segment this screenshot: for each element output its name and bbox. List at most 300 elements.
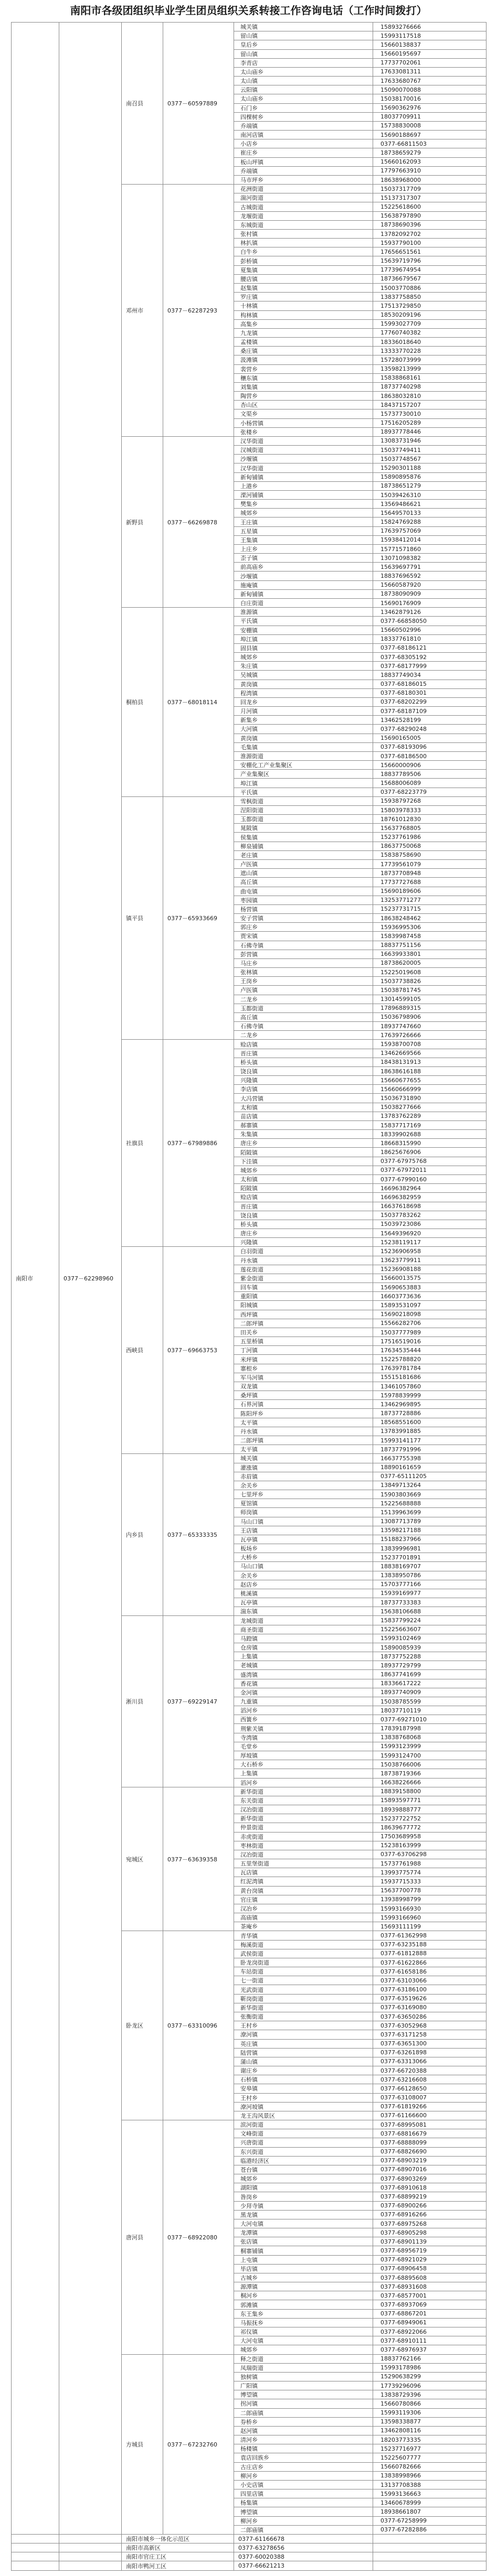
town-name-cell: 四里店镇 [234, 2489, 373, 2498]
town-phone-cell: 15803978333 [373, 805, 487, 814]
town-name-cell: 茶庵乡 [234, 1922, 373, 1931]
town-name-cell: 香花镇 [234, 1679, 373, 1688]
town-name-cell: 饶良镇 [234, 1211, 373, 1220]
town-phone-cell: 13598213999 [373, 364, 487, 373]
town-phone-cell: 15890895876 [373, 472, 487, 481]
town-phone-cell: 15837799224 [373, 1616, 487, 1625]
town-name-cell: 五星镇 [234, 526, 373, 535]
town-name-cell: 下洼镇 [234, 1157, 373, 1166]
town-name-cell: 安棚镇 [234, 626, 373, 634]
town-phone-cell: 17896889315 [373, 1004, 487, 1012]
town-phone-cell: 15137317307 [373, 193, 487, 202]
town-phone-cell: 13783762289 [373, 1112, 487, 1120]
town-phone-cell: 0377-68922066 [373, 2327, 487, 2336]
town-name-cell: 荆紫关镇 [234, 1724, 373, 1733]
town-name-cell: 皇后乡 [234, 40, 373, 49]
town-name-cell: 湍河街道 [234, 193, 373, 202]
town-phone-cell: 0377-61812888 [373, 1949, 487, 1958]
town-name-cell: 黄台岗镇 [234, 1886, 373, 1895]
town-phone-cell: 15566282706 [373, 1319, 487, 1328]
town-name-cell: 重阳镇 [234, 1292, 373, 1301]
town-phone-cell: 0377-61622866 [373, 1958, 487, 1967]
town-name-cell: 汉冶乡 [234, 1904, 373, 1913]
district-phone-cell: 0377-61166678 [234, 2534, 373, 2543]
town-name-cell: 滔河乡 [234, 1778, 373, 1787]
town-phone-cell: 15660677655 [373, 1076, 487, 1085]
town-phone-cell: 15649396920 [373, 1229, 487, 1238]
town-phone-cell: 0377-68177999 [373, 662, 487, 671]
town-name-cell: 平氏镇 [234, 788, 373, 796]
town-name-cell: 文渠乡 [234, 409, 373, 418]
city-name-cell: 南阳市 [12, 23, 59, 2535]
town-phone-cell: 15225788820 [373, 1355, 487, 1364]
town-name-cell: 李店镇 [234, 1085, 373, 1094]
town-phone-cell: 18837751156 [373, 941, 487, 950]
town-name-cell: 赵河镇 [234, 2426, 373, 2435]
town-phone-cell: 15225618600 [373, 202, 487, 211]
town-phone-cell: 15237731715 [373, 904, 487, 913]
town-name-cell: 昝岗乡 [234, 2192, 373, 2201]
town-name-cell: 腰店镇 [234, 274, 373, 283]
town-name-cell: 仓房镇 [234, 1643, 373, 1652]
town-phone-cell: 15738830008 [373, 121, 487, 130]
town-name-cell: 张村镇 [234, 229, 373, 238]
town-name-cell: 拐河镇 [234, 2399, 373, 2408]
town-name-cell: 杏山区 [234, 401, 373, 409]
town-phone-cell: 18668315990 [373, 1139, 487, 1148]
table-row [12, 2552, 487, 2561]
town-name-cell: 田关乡 [234, 1328, 373, 1336]
town-phone-cell: 15890085939 [373, 1643, 487, 1652]
town-name-cell: 张衡街道 [234, 2012, 373, 2021]
town-phone-cell: 15188237966 [373, 1535, 487, 1544]
town-name-cell: 产业集聚区 [234, 770, 373, 779]
town-name-cell: 蒲山镇 [234, 2057, 373, 2066]
town-phone-cell: 13838729396 [373, 2390, 487, 2399]
town-phone-cell: 15639697791 [373, 563, 487, 572]
town-phone-cell: 13623779911 [373, 1256, 487, 1265]
town-name-cell: 东城街道 [234, 220, 373, 229]
town-name-cell: 夏馆镇 [234, 1499, 373, 1508]
town-phone-cell: 13783991885 [373, 1427, 487, 1436]
town-name-cell: 侯集镇 [234, 833, 373, 842]
town-phone-cell: 15737761988 [373, 1859, 487, 1868]
town-name-cell: 埠江镇 [234, 779, 373, 788]
town-phone-cell: 17516205289 [373, 418, 487, 427]
town-phone-cell: 15839987458 [373, 932, 487, 941]
town-phone-cell: 18938661807 [373, 2507, 487, 2516]
town-phone-cell: 18737740298 [373, 382, 487, 391]
town-phone-cell: 15824769288 [373, 518, 487, 526]
town-name-cell: 苍台镇 [234, 2165, 373, 2174]
town-phone-cell: 15903803669 [373, 1490, 487, 1499]
town-phone-cell: 18939888777 [373, 1805, 487, 1814]
town-name-cell: 师岗镇 [234, 1508, 373, 1517]
town-name-cell: 固县镇 [234, 643, 373, 652]
town-name-cell: 赵集镇 [234, 283, 373, 292]
town-phone-cell: 18638032810 [373, 392, 487, 401]
town-name-cell: 寺湾镇 [234, 1733, 373, 1742]
town-phone-cell: 0377-63651300 [373, 2039, 487, 2048]
town-phone-cell: 13462808116 [373, 2426, 487, 2435]
town-phone-cell: 18839158800 [373, 1787, 487, 1796]
town-phone-cell: 13838950786 [373, 1571, 487, 1580]
town-name-cell: 陶营乡 [234, 392, 373, 401]
town-phone-cell: 15771571860 [373, 544, 487, 553]
town-name-cell: 平氏镇 [234, 617, 373, 626]
town-name-cell: 独树镇 [234, 2372, 373, 2381]
town-phone-cell: 0377-63169080 [373, 2003, 487, 2012]
town-phone-cell: 0377-68949061 [373, 2318, 487, 2327]
town-name-cell: 石界河镇 [234, 1400, 373, 1409]
town-name-cell: 盛湾镇 [234, 1670, 373, 1679]
town-phone-cell: 15225607777 [373, 2453, 487, 2462]
town-phone-cell: 15728073999 [373, 355, 487, 364]
table-row [12, 2534, 487, 2543]
town-phone-cell: 0377-63519626 [373, 1994, 487, 2003]
town-phone-cell: 15690218098 [373, 1310, 487, 1319]
contact-table [11, 22, 487, 2571]
town-name-cell: 东兴街道 [234, 2147, 373, 2156]
town-name-cell: 新华街道 [234, 1787, 373, 1796]
town-phone-cell: 16603773636 [373, 1292, 487, 1301]
town-phone-cell: 15237761986 [373, 833, 487, 842]
town-name-cell: 释之街道 [234, 2354, 373, 2363]
town-phone-cell: 0377-68910618 [373, 2183, 487, 2192]
town-name-cell: 郭滩镇 [234, 2300, 373, 2309]
town-phone-cell: 0377-68900266 [373, 2201, 487, 2210]
town-phone-cell: 18738651279 [373, 481, 487, 490]
town-name-cell: 石佛寺镇 [234, 941, 373, 950]
town-phone-cell: 18837696592 [373, 572, 487, 580]
town-phone-cell: 13462528199 [373, 716, 487, 725]
town-phone-cell: 15290301188 [373, 464, 487, 472]
town-phone-cell: 13598217188 [373, 1526, 487, 1535]
town-phone-cell: 15838758690 [373, 850, 487, 859]
town-name-cell: 黑龙镇 [234, 2210, 373, 2219]
town-phone-cell: 15037777989 [373, 1328, 487, 1336]
town-phone-cell: 13993775774 [373, 1868, 487, 1877]
town-name-cell: 白牛乡 [234, 247, 373, 256]
town-phone-cell: 15690362976 [373, 103, 487, 112]
city-phone-cell: 0377－62298960 [59, 23, 122, 2535]
town-name-cell: 兴隆镇 [234, 1076, 373, 1085]
town-name-cell: 程湾镇 [234, 688, 373, 697]
town-name-cell: 城关镇 [234, 1454, 373, 1463]
town-phone-cell: 15236908188 [373, 1265, 487, 1274]
town-name-cell: 滔河乡 [234, 1706, 373, 1715]
town-phone-cell: 0377-68903269 [373, 2174, 487, 2183]
town-phone-cell: 15660782666 [373, 2462, 487, 2471]
town-name-cell: 新集乡 [234, 716, 373, 725]
empty-cell [59, 2543, 122, 2552]
town-phone-cell: 15837717169 [373, 1120, 487, 1129]
town-phone-cell: 15993119306 [373, 2408, 487, 2417]
town-phone-cell: 15638106688 [373, 1607, 487, 1616]
town-name-cell: 晋庄镇 [234, 1049, 373, 1058]
town-name-cell: 老城镇 [234, 1661, 373, 1670]
town-name-cell: 汉冶街道 [234, 1850, 373, 1859]
town-phone-cell: 13014599105 [373, 995, 487, 1004]
town-name-cell: 构林镇 [234, 310, 373, 319]
town-phone-cell: 0377-68895608 [373, 2273, 487, 2282]
town-phone-cell: 15037317709 [373, 185, 487, 193]
town-name-cell: 西坪镇 [234, 1310, 373, 1319]
town-phone-cell: 17639726666 [373, 1031, 487, 1040]
town-name-cell: 古城街道 [234, 202, 373, 211]
town-phone-cell: 15515181686 [373, 1373, 487, 1382]
town-phone-cell: 13938998799 [373, 1895, 487, 1904]
town-phone-cell: 15893276666 [373, 23, 487, 31]
town-phone-cell: 18203773335 [373, 2435, 487, 2444]
town-name-cell: 丹水镇 [234, 1256, 373, 1265]
town-name-cell: 兴唐街道 [234, 2138, 373, 2147]
town-name-cell: 军马河镇 [234, 1373, 373, 1382]
town-phone-cell: 18637750068 [373, 842, 487, 850]
town-name-cell: 汉冶街道 [234, 1805, 373, 1814]
town-phone-cell: 0377-63706298 [373, 1850, 487, 1859]
town-name-cell: 夏集镇 [234, 265, 373, 274]
town-phone-cell: 18837789506 [373, 770, 487, 779]
town-name-cell: 贾宋镇 [234, 932, 373, 941]
town-name-cell: 留山镇 [234, 31, 373, 40]
town-name-cell: 王村乡 [234, 2093, 373, 2102]
town-name-cell: 四棵树乡 [234, 112, 373, 121]
town-name-cell: 赊店镇 [234, 1040, 373, 1049]
town-phone-cell: 17739674954 [373, 265, 487, 274]
town-name-cell: 潦河镇 [234, 2030, 373, 2039]
county-phone-cell: 0377－66269878 [163, 436, 234, 607]
town-name-cell: 五里桥镇 [234, 1337, 373, 1346]
town-phone-cell: 17633680767 [373, 77, 487, 85]
town-name-cell: 赵店乡 [234, 1580, 373, 1589]
town-phone-cell: 17503689958 [373, 1832, 487, 1841]
district-name-cell: 南阳市高新区 [122, 2543, 234, 2552]
town-phone-cell: 16638226666 [373, 1778, 487, 1787]
town-name-cell: 古城乡 [234, 2273, 373, 2282]
town-name-cell: 汉城街道 [234, 446, 373, 455]
town-name-cell: 太平镇 [234, 1445, 373, 1454]
county-name-cell: 社旗县 [122, 1040, 163, 1247]
town-phone-cell: 16639933801 [373, 950, 487, 958]
district-phone-cell: 0377-63278656 [234, 2543, 373, 2552]
town-phone-cell: 18937778446 [373, 427, 487, 436]
town-name-cell: 孟楼镇 [234, 338, 373, 347]
town-phone-cell: 15993124700 [373, 1751, 487, 1760]
town-phone-cell: 16637618698 [373, 1202, 487, 1211]
town-phone-cell: 17634535444 [373, 1346, 487, 1355]
town-phone-cell: 15660162093 [373, 157, 487, 166]
town-name-cell: 歪子镇 [234, 554, 373, 563]
town-phone-cell: 15036798906 [373, 1012, 487, 1021]
town-phone-cell: 0377-63052968 [373, 2021, 487, 2030]
town-phone-cell: 18737791996 [373, 1445, 487, 1454]
town-phone-cell: 0377-67282886 [373, 2525, 487, 2534]
county-phone-cell: 0377－63310096 [163, 1931, 234, 2120]
town-name-cell: 太山庙乡 [234, 67, 373, 76]
town-phone-cell: 15993136663 [373, 2489, 487, 2498]
town-name-cell: 刘集镇 [234, 382, 373, 391]
town-phone-cell: 13071098382 [373, 554, 487, 563]
district-name-cell: 南阳市官庄工区 [122, 2552, 234, 2561]
town-name-cell: 桥头镇 [234, 1058, 373, 1066]
town-name-cell: 瓦亭镇 [234, 1598, 373, 1607]
town-name-cell: 雪枫街道 [234, 796, 373, 805]
town-name-cell: 杨集镇 [234, 2498, 373, 2507]
town-phone-cell: 15639719796 [373, 256, 487, 265]
county-phone-cell: 0377－65933669 [163, 796, 234, 1040]
town-phone-cell: 0377-68186015 [373, 680, 487, 688]
town-name-cell: 施庵镇 [234, 580, 373, 589]
town-phone-cell: 15993102469 [373, 1634, 487, 1643]
county-name-cell: 西峡县 [122, 1247, 163, 1454]
town-phone-cell: 0377-68193096 [373, 742, 487, 751]
town-phone-cell: 0377-69271010 [373, 1715, 487, 1724]
county-name-cell: 卧龙区 [122, 1931, 163, 2120]
town-phone-cell: 0377-68899219 [373, 2192, 487, 2201]
empty-cell [59, 2534, 122, 2543]
town-phone-cell: 15139963699 [373, 1508, 487, 1517]
town-phone-cell: 0377-68223779 [373, 788, 487, 796]
empty-cell [12, 2534, 59, 2543]
town-name-cell: 晁陂镇 [234, 824, 373, 833]
town-phone-cell: 15993117518 [373, 31, 487, 40]
town-phone-cell: 15936995306 [373, 923, 487, 932]
town-phone-cell: 18437157207 [373, 401, 487, 409]
town-name-cell: 马市坪乡 [234, 175, 373, 184]
town-phone-cell: 15038766006 [373, 1760, 487, 1769]
town-phone-cell: 13462669566 [373, 1049, 487, 1058]
town-phone-cell: 16696382964 [373, 1184, 487, 1193]
town-name-cell: 九龙镇 [234, 328, 373, 337]
town-name-cell: 文峰街道 [234, 2129, 373, 2138]
empty-cell [59, 2561, 122, 2570]
town-phone-cell: 18738090909 [373, 589, 487, 598]
town-name-cell: 彭桥镇 [234, 256, 373, 265]
town-phone-cell: 18637741699 [373, 1670, 487, 1679]
town-phone-cell: 18738719366 [373, 1769, 487, 1778]
county-phone-cell: 0377－68922080 [163, 2120, 234, 2354]
town-phone-cell: 0377-61658186 [373, 1967, 487, 1976]
town-name-cell: 张楼乡 [234, 427, 373, 436]
town-name-cell: 太平镇 [234, 1418, 373, 1427]
town-phone-cell: 0377-68202299 [373, 697, 487, 706]
town-name-cell: 城郊乡 [234, 2174, 373, 2183]
town-phone-cell: 15038277666 [373, 1103, 487, 1112]
town-name-cell: 城郊乡 [234, 509, 373, 518]
town-name-cell: 七里坪乡 [234, 1490, 373, 1499]
town-name-cell: 袁店回族乡 [234, 2453, 373, 2462]
county-name-cell: 桐柏县 [122, 608, 163, 797]
town-phone-cell: 15690653883 [373, 1283, 487, 1292]
town-phone-cell: 13839996981 [373, 1544, 487, 1553]
town-name-cell: 遮山镇 [234, 869, 373, 878]
town-name-cell: 券桥乡 [234, 2417, 373, 2426]
county-phone-cell: 0377－67232760 [163, 2354, 234, 2534]
town-name-cell: 前高庙乡 [234, 563, 373, 572]
town-name-cell: 米坪镇 [234, 1355, 373, 1364]
town-name-cell: 龙潭镇 [234, 2228, 373, 2237]
town-name-cell: 二龙乡 [234, 995, 373, 1004]
town-phone-cell: 0377-66858050 [373, 617, 487, 626]
town-name-cell: 赤眉镇 [234, 1472, 373, 1481]
town-name-cell: 淮源镇 [234, 608, 373, 617]
county-name-cell: 唐河县 [122, 2120, 163, 2354]
town-phone-cell: 15978839999 [373, 1391, 487, 1400]
town-phone-cell: 18738690396 [373, 220, 487, 229]
town-phone-cell: 0377-68910111 [373, 2336, 487, 2345]
town-name-cell: 凤瑞街道 [234, 2363, 373, 2372]
town-name-cell: 二郎坪镇 [234, 1319, 373, 1328]
town-phone-cell: 15690188697 [373, 131, 487, 139]
town-phone-cell: 13598338877 [373, 2417, 487, 2426]
town-name-cell: 高集乡 [234, 319, 373, 328]
town-phone-cell: 15038781745 [373, 986, 487, 995]
town-phone-cell: 18937729799 [373, 1661, 487, 1670]
town-name-cell: 大河镇 [234, 725, 373, 734]
town-phone-cell: 0377-68867201 [373, 2309, 487, 2318]
town-phone-cell: 15638797890 [373, 211, 487, 220]
town-name-cell: 新华街道 [234, 1814, 373, 1823]
town-name-cell: 王岗乡 [234, 977, 373, 986]
town-phone-cell: 18336617222 [373, 1679, 487, 1688]
town-name-cell: 枣林街道 [234, 1841, 373, 1850]
town-name-cell: 陌陂镇 [234, 1148, 373, 1157]
town-name-cell: 月河镇 [234, 707, 373, 716]
town-name-cell: 晋庄镇 [234, 1202, 373, 1211]
district-name-cell: 南阳市城乡一体化示范区 [122, 2534, 234, 2543]
town-name-cell: 毕店镇 [234, 2264, 373, 2273]
town-phone-cell: 18761012830 [373, 815, 487, 824]
county-name-cell: 方城县 [122, 2354, 163, 2534]
town-name-cell: 沙堰镇 [234, 572, 373, 580]
town-name-cell: 太山镇 [234, 77, 373, 85]
town-name-cell: 安皋镇 [234, 2084, 373, 2093]
town-phone-cell: 13087713789 [373, 1517, 487, 1526]
town-phone-cell: 15939169977 [373, 1589, 487, 1598]
town-phone-cell: 13462969895 [373, 1400, 487, 1409]
town-phone-cell: 15660013575 [373, 1274, 487, 1282]
town-name-cell: 新甸铺镇 [234, 472, 373, 481]
town-phone-cell: 0377-68888099 [373, 2138, 487, 2147]
town-phone-cell: 15225688888 [373, 1499, 487, 1508]
town-phone-cell: 18037709911 [373, 112, 487, 121]
town-name-cell: 溧河铺镇 [234, 490, 373, 499]
county-name-cell: 宛城区 [122, 1787, 163, 1931]
town-name-cell: 余关乡 [234, 1571, 373, 1580]
county-name-cell: 邓州市 [122, 185, 163, 437]
town-name-cell: 武侯街道 [234, 1949, 373, 1958]
town-name-cell: 二龙乡 [234, 1031, 373, 1040]
town-name-cell: 余关乡 [234, 1481, 373, 1490]
town-name-cell: 玉都街道 [234, 1004, 373, 1012]
town-name-cell: 高庙镇 [234, 1913, 373, 1922]
town-phone-cell: 13253771277 [373, 896, 487, 904]
town-phone-cell: 15238119117 [373, 1238, 487, 1247]
town-phone-cell: 18937747660 [373, 1022, 487, 1031]
county-name-cell: 新野县 [122, 436, 163, 607]
town-phone-cell: 18438131913 [373, 1058, 487, 1066]
town-phone-cell: 0377-68975268 [373, 2219, 487, 2228]
town-phone-cell: 0377-67972011 [373, 1166, 487, 1174]
town-phone-cell: 0377-65111205 [373, 1472, 487, 1481]
town-phone-cell: 18737752288 [373, 1652, 487, 1661]
town-phone-cell: 15660587920 [373, 580, 487, 589]
town-phone-cell: 0377-63216608 [373, 2075, 487, 2084]
empty-cell [373, 2561, 487, 2570]
town-phone-cell: 0377-67990160 [373, 1175, 487, 1184]
town-name-cell: 涅阳街道 [234, 805, 373, 814]
